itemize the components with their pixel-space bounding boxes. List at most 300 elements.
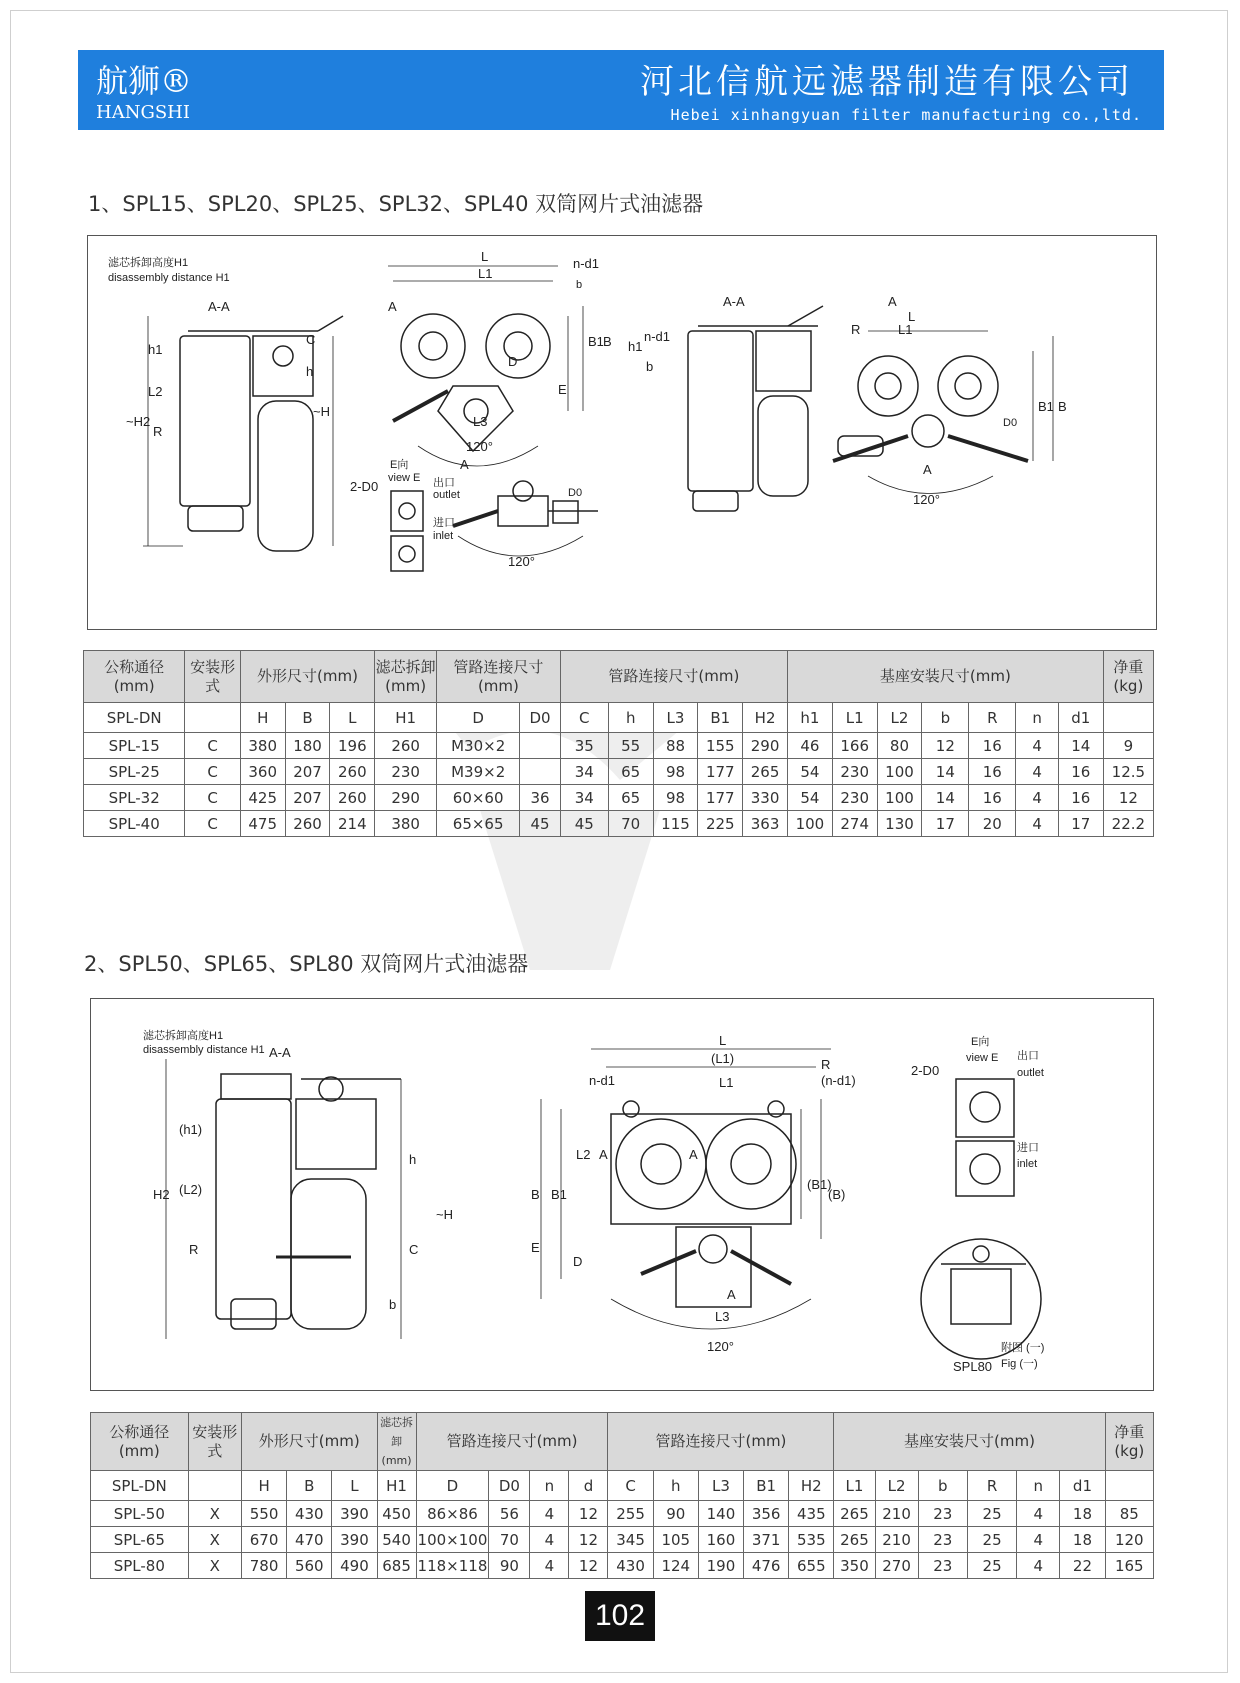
svg-text:R: R	[189, 1242, 199, 1257]
col-group-install: 安装形式	[188, 1413, 241, 1471]
table-cell: 90	[489, 1553, 530, 1579]
column-header: d1	[1058, 703, 1103, 733]
svg-text:L3: L3	[473, 414, 488, 429]
table-cell: 425	[240, 785, 285, 811]
table-cell: 46	[787, 733, 832, 759]
svg-text:L2: L2	[576, 1147, 591, 1162]
table-cell: 180	[285, 733, 330, 759]
table-cell: X	[188, 1501, 241, 1527]
page-number: 102	[585, 1591, 655, 1641]
table-cell: 55	[608, 733, 653, 759]
column-header: H1	[377, 1471, 416, 1501]
column-header: B	[287, 1471, 332, 1501]
table-cell: 4	[530, 1527, 569, 1553]
table-cell: C	[185, 785, 240, 811]
svg-text:n-d1: n-d1	[589, 1073, 616, 1088]
svg-text:附图 (一): 附图 (一)	[1001, 1342, 1045, 1354]
column-header: H2	[743, 703, 788, 733]
svg-text:L: L	[719, 1033, 727, 1048]
table-cell: 88	[653, 733, 698, 759]
table-cell: 780	[241, 1553, 286, 1579]
column-header: L2	[877, 703, 922, 733]
svg-text:~H2: ~H2	[126, 414, 151, 429]
table-cell: SPL-40	[84, 811, 185, 837]
table-cell: 290	[375, 785, 437, 811]
table-cell: 160	[698, 1527, 743, 1553]
svg-text:D0: D0	[568, 487, 583, 499]
table-cell: 230	[832, 785, 877, 811]
table-row	[84, 811, 1154, 837]
svg-text:n-d1: n-d1	[644, 329, 671, 344]
table-cell: 165	[1105, 1553, 1153, 1579]
svg-text:A: A	[460, 457, 469, 472]
table-cell: 124	[653, 1553, 698, 1579]
svg-text:b: b	[389, 1297, 397, 1312]
column-header: D	[437, 703, 520, 733]
table-cell: 210	[875, 1527, 918, 1553]
column-header: D0	[489, 1471, 530, 1501]
table-cell: 22	[1060, 1553, 1105, 1579]
table-cell: 274	[832, 811, 877, 837]
table-cell: 177	[698, 785, 743, 811]
column-header	[185, 703, 240, 733]
svg-text:A: A	[888, 294, 897, 309]
svg-text:R: R	[851, 322, 861, 337]
table-cell: M39×2	[437, 759, 520, 785]
table-cell: 260	[375, 733, 437, 759]
column-header: H	[240, 703, 285, 733]
column-header: L3	[653, 703, 698, 733]
table-cell: 16	[969, 733, 1016, 759]
svg-text:L1: L1	[898, 322, 913, 337]
table-cell: SPL-32	[84, 785, 185, 811]
column-header: d1	[1060, 1471, 1105, 1501]
svg-text:B1: B1	[588, 334, 604, 349]
svg-text:B: B	[603, 334, 612, 349]
column-header: H	[241, 1471, 286, 1501]
col-group-outline: 外形尺寸(mm)	[241, 1413, 377, 1471]
svg-text:C: C	[306, 332, 316, 347]
column-header: H2	[789, 1471, 834, 1501]
section1-diagram	[87, 235, 1157, 630]
svg-text:2-D0: 2-D0	[350, 479, 379, 494]
table-cell: 166	[832, 733, 877, 759]
table-cell: 265	[834, 1527, 875, 1553]
table-cell: C	[185, 733, 240, 759]
table-cell: 4	[1016, 759, 1059, 785]
svg-text:Fig (一): Fig (一)	[1001, 1358, 1038, 1370]
table-cell: 670	[241, 1527, 286, 1553]
table-cell: 363	[743, 811, 788, 837]
table-cell: 4	[530, 1501, 569, 1527]
table-cell: 105	[653, 1527, 698, 1553]
table-cell: 65	[608, 759, 653, 785]
column-header	[1105, 1471, 1153, 1501]
table-cell: 12	[569, 1501, 608, 1527]
svg-text:D: D	[573, 1254, 583, 1269]
table-row	[84, 733, 1154, 759]
section2-drawing	[91, 999, 1155, 1392]
table-cell: 22.2	[1103, 811, 1153, 837]
table-cell: 430	[608, 1553, 653, 1579]
svg-text:A: A	[388, 299, 397, 314]
table-cell: 100	[787, 811, 832, 837]
table-cell: 35	[560, 733, 608, 759]
table-cell: 4	[1016, 785, 1059, 811]
svg-text:滤芯拆卸高度H1: 滤芯拆卸高度H1	[108, 257, 189, 269]
table-cell: SPL-65	[91, 1527, 189, 1553]
table-cell: 225	[698, 811, 743, 837]
col-group-disassembly: 滤芯拆卸(mm)	[377, 1413, 416, 1471]
table-cell: 490	[332, 1553, 377, 1579]
table-cell: 23	[918, 1553, 967, 1579]
col-group-dn: 公称通径(mm)	[84, 651, 185, 703]
svg-text:R: R	[153, 424, 163, 439]
svg-text:~H: ~H	[313, 404, 330, 419]
table-cell: 18	[1060, 1501, 1105, 1527]
table-cell: 207	[285, 759, 330, 785]
table-cell: 25	[967, 1553, 1016, 1579]
svg-text:h: h	[306, 364, 314, 379]
svg-text:h1: h1	[148, 342, 163, 357]
table-row	[91, 1553, 1154, 1579]
table-cell: 9	[1103, 733, 1153, 759]
section2-diagram	[90, 998, 1154, 1391]
table-cell: 270	[875, 1553, 918, 1579]
svg-text:outlet: outlet	[1017, 1067, 1044, 1079]
col-group-dn: 公称通径(mm)	[91, 1413, 189, 1471]
table-cell: 207	[285, 785, 330, 811]
table-cell: SPL-80	[91, 1553, 189, 1579]
column-header: B	[285, 703, 330, 733]
column-header: b	[922, 703, 969, 733]
table-cell: 16	[1058, 785, 1103, 811]
table-cell: 210	[875, 1501, 918, 1527]
table-cell: 4	[530, 1553, 569, 1579]
table-cell: SPL-50	[91, 1501, 189, 1527]
column-header: n	[530, 1471, 569, 1501]
table-cell: 34	[560, 785, 608, 811]
table-cell: 230	[832, 759, 877, 785]
svg-text:(L1): (L1)	[711, 1051, 735, 1066]
svg-text:B: B	[1058, 399, 1067, 414]
table-cell: 4	[1017, 1527, 1060, 1553]
svg-text:view E: view E	[388, 472, 421, 484]
table-cell: 56	[489, 1501, 530, 1527]
svg-text:进口: 进口	[1017, 1142, 1039, 1154]
table-cell: 12	[569, 1527, 608, 1553]
svg-text:B: B	[531, 1187, 540, 1202]
table-cell: 100×100	[416, 1527, 489, 1553]
column-header	[188, 1471, 241, 1501]
svg-text:L1: L1	[478, 266, 493, 281]
svg-text:E向: E向	[390, 459, 409, 471]
column-header: L1	[834, 1471, 875, 1501]
svg-text:120°: 120°	[508, 554, 535, 569]
svg-text:outlet: outlet	[433, 489, 460, 501]
table-cell: 25	[967, 1527, 1016, 1553]
svg-text:A-A: A-A	[723, 294, 745, 309]
header-banner	[78, 50, 1164, 130]
table-cell: 18	[1060, 1527, 1105, 1553]
col-group-pipe2: 管路连接尺寸(mm)	[560, 651, 787, 703]
table-cell: SPL-15	[84, 733, 185, 759]
svg-text:SPL80: SPL80	[953, 1359, 993, 1374]
column-header: b	[918, 1471, 967, 1501]
table-cell: 14	[1058, 733, 1103, 759]
svg-text:D0: D0	[1003, 417, 1018, 429]
col-group-base: 基座安装尺寸(mm)	[787, 651, 1103, 703]
svg-text:A-A: A-A	[269, 1045, 291, 1060]
svg-text:2-D0: 2-D0	[911, 1063, 940, 1078]
table-cell: C	[185, 811, 240, 837]
table-cell: 14	[922, 785, 969, 811]
company-name-en: Hebei xinhangyuan filter manufacturing co.,ltd.	[670, 106, 1142, 124]
table-cell: 535	[789, 1527, 834, 1553]
svg-text:b: b	[646, 359, 654, 374]
column-header: D0	[520, 703, 561, 733]
table-cell: 260	[330, 759, 375, 785]
table-cell: 350	[834, 1553, 875, 1579]
table-cell: 115	[653, 811, 698, 837]
table-cell: 4	[1016, 811, 1059, 837]
col-group-weight: 净重(kg)	[1105, 1413, 1153, 1471]
svg-text:(h1): (h1)	[179, 1122, 203, 1137]
table-cell: 14	[922, 759, 969, 785]
table-cell: 100	[877, 785, 922, 811]
column-header: SPL-DN	[91, 1471, 189, 1501]
col-group-pipe2: 管路连接尺寸(mm)	[608, 1413, 834, 1471]
table-cell: 65	[608, 785, 653, 811]
table-cell: 450	[377, 1501, 416, 1527]
table-row	[91, 1527, 1154, 1553]
svg-text:disassembly distance H1: disassembly distance H1	[143, 1044, 265, 1056]
col-group-install: 安装形式	[185, 651, 240, 703]
svg-text:R: R	[821, 1057, 831, 1072]
svg-text:inlet: inlet	[433, 530, 454, 542]
svg-text:L: L	[908, 309, 916, 324]
table-cell: 560	[287, 1553, 332, 1579]
table-cell: 12	[1103, 785, 1153, 811]
table-cell: 265	[743, 759, 788, 785]
table-cell: 86×86	[416, 1501, 489, 1527]
table-cell: 130	[877, 811, 922, 837]
table-subheader-row	[91, 1471, 1154, 1501]
svg-text:h1: h1	[628, 339, 643, 354]
table-cell: 360	[240, 759, 285, 785]
column-header: L2	[875, 1471, 918, 1501]
svg-text:出口: 出口	[1017, 1050, 1039, 1062]
svg-text:E: E	[558, 382, 567, 397]
svg-text:h: h	[409, 1152, 417, 1167]
svg-text:L1: L1	[719, 1075, 734, 1090]
table-cell: 45	[560, 811, 608, 837]
table-cell: 118×118	[416, 1553, 489, 1579]
table-cell	[520, 733, 561, 759]
column-header	[1103, 703, 1153, 733]
table-cell: 120	[1105, 1527, 1153, 1553]
table-cell: 260	[285, 811, 330, 837]
svg-text:~H: ~H	[436, 1207, 453, 1222]
table-cell: 25	[967, 1501, 1016, 1527]
svg-text:E: E	[531, 1240, 540, 1255]
svg-text:view E: view E	[966, 1052, 999, 1064]
table-cell: 54	[787, 785, 832, 811]
svg-text:120°: 120°	[913, 492, 940, 507]
svg-text:(B): (B)	[828, 1187, 846, 1202]
svg-text:滤芯拆卸高度H1: 滤芯拆卸高度H1	[143, 1030, 224, 1042]
table-cell: X	[188, 1527, 241, 1553]
table-cell: 330	[743, 785, 788, 811]
table-cell: 655	[789, 1553, 834, 1579]
table-cell	[520, 759, 561, 785]
column-header: C	[560, 703, 608, 733]
svg-text:C: C	[409, 1242, 419, 1257]
table-cell: 345	[608, 1527, 653, 1553]
table-subheader-row	[84, 703, 1154, 733]
svg-text:进口: 进口	[433, 517, 455, 529]
table-cell: 430	[287, 1501, 332, 1527]
column-header: h1	[787, 703, 832, 733]
section1-title: 1、SPL15、SPL20、SPL25、SPL32、SPL40 双筒网片式油滤器	[88, 192, 704, 216]
table-cell: 90	[653, 1501, 698, 1527]
table-cell: 70	[489, 1527, 530, 1553]
svg-text:L: L	[481, 249, 489, 264]
table-cell: 390	[332, 1527, 377, 1553]
svg-text:A: A	[727, 1287, 736, 1302]
table-cell: 12	[922, 733, 969, 759]
col-group-weight: 净重(kg)	[1103, 651, 1153, 703]
svg-text:B1: B1	[551, 1187, 567, 1202]
svg-text:L2: L2	[148, 384, 163, 399]
svg-text:E向: E向	[971, 1036, 990, 1048]
table-cell: 140	[698, 1501, 743, 1527]
table-cell: 70	[608, 811, 653, 837]
column-header: B1	[698, 703, 743, 733]
table-cell: 60×60	[437, 785, 520, 811]
table-cell: 16	[969, 785, 1016, 811]
section2-title: 2、SPL50、SPL65、SPL80 双筒网片式油滤器	[84, 952, 529, 976]
svg-text:120°: 120°	[466, 439, 493, 454]
table-cell: 23	[918, 1527, 967, 1553]
column-header: SPL-DN	[84, 703, 185, 733]
svg-text:L3: L3	[715, 1309, 730, 1324]
col-group-disassembly: 滤芯拆卸(mm)	[375, 651, 437, 703]
table-cell: 16	[969, 759, 1016, 785]
table-cell: 380	[240, 733, 285, 759]
table-cell: 155	[698, 733, 743, 759]
svg-text:A: A	[599, 1147, 608, 1162]
table-cell: 80	[877, 733, 922, 759]
table-cell: 380	[375, 811, 437, 837]
column-header: H1	[375, 703, 437, 733]
column-header: C	[608, 1471, 653, 1501]
table-row	[91, 1501, 1154, 1527]
table-cell: 177	[698, 759, 743, 785]
table-cell: 65×65	[437, 811, 520, 837]
svg-text:inlet: inlet	[1017, 1158, 1038, 1170]
company-name-cn: 河北信航远滤器制造有限公司	[640, 62, 1134, 102]
column-header: n	[1016, 703, 1059, 733]
section1-drawing	[88, 236, 1158, 631]
table-cell: 435	[789, 1501, 834, 1527]
column-header: L3	[698, 1471, 743, 1501]
table-cell: SPL-25	[84, 759, 185, 785]
table-cell: 34	[560, 759, 608, 785]
column-header: n	[1017, 1471, 1060, 1501]
column-header: h	[608, 703, 653, 733]
table-cell: 685	[377, 1553, 416, 1579]
svg-text:出口: 出口	[433, 477, 455, 489]
column-header: R	[969, 703, 1016, 733]
table-cell: 12	[569, 1553, 608, 1579]
column-header: L1	[832, 703, 877, 733]
table-cell: 265	[834, 1501, 875, 1527]
column-header: L	[330, 703, 375, 733]
table-cell: 54	[787, 759, 832, 785]
table-cell: 190	[698, 1553, 743, 1579]
col-group-pipe1: 管路连接尺寸(mm)	[437, 651, 561, 703]
column-header: L	[332, 1471, 377, 1501]
brand-name-cn: 航狮®	[96, 62, 193, 100]
svg-text:120°: 120°	[707, 1339, 734, 1354]
table-cell: 36	[520, 785, 561, 811]
table-cell: 475	[240, 811, 285, 837]
table-cell: 290	[743, 733, 788, 759]
col-group-base: 基座安装尺寸(mm)	[834, 1413, 1105, 1471]
table-cell: 98	[653, 759, 698, 785]
table-cell: 214	[330, 811, 375, 837]
table-cell: 4	[1017, 1553, 1060, 1579]
table-cell: 470	[287, 1527, 332, 1553]
table-cell: M30×2	[437, 733, 520, 759]
table-row	[84, 759, 1154, 785]
brand-name-en: HANGSHI	[96, 102, 190, 123]
svg-text:H2: H2	[153, 1187, 170, 1202]
table-cell: 45	[520, 811, 561, 837]
table-cell: 196	[330, 733, 375, 759]
table-cell: C	[185, 759, 240, 785]
section1-spec-table	[83, 650, 1154, 837]
table-cell: 4	[1016, 733, 1059, 759]
table-cell: X	[188, 1553, 241, 1579]
column-header: d	[569, 1471, 608, 1501]
section2-spec-table	[90, 1412, 1154, 1579]
table-cell: 17	[922, 811, 969, 837]
svg-text:A: A	[923, 462, 932, 477]
column-header: D	[416, 1471, 489, 1501]
table-cell: 17	[1058, 811, 1103, 837]
svg-text:B1: B1	[1038, 399, 1054, 414]
table-cell: 390	[332, 1501, 377, 1527]
svg-text:A: A	[689, 1147, 698, 1162]
svg-text:(n-d1): (n-d1)	[821, 1073, 856, 1088]
table-cell: 230	[375, 759, 437, 785]
table-cell: 23	[918, 1501, 967, 1527]
svg-text:D: D	[508, 354, 518, 369]
table-cell: 356	[744, 1501, 789, 1527]
column-header: B1	[744, 1471, 789, 1501]
column-header: R	[967, 1471, 1016, 1501]
table-cell: 550	[241, 1501, 286, 1527]
svg-text:b: b	[576, 279, 583, 291]
svg-text:disassembly distance H1: disassembly distance H1	[108, 272, 230, 284]
table-cell: 85	[1105, 1501, 1153, 1527]
table-cell: 476	[744, 1553, 789, 1579]
table-cell: 16	[1058, 759, 1103, 785]
col-group-outline: 外形尺寸(mm)	[240, 651, 374, 703]
table-cell: 4	[1017, 1501, 1060, 1527]
